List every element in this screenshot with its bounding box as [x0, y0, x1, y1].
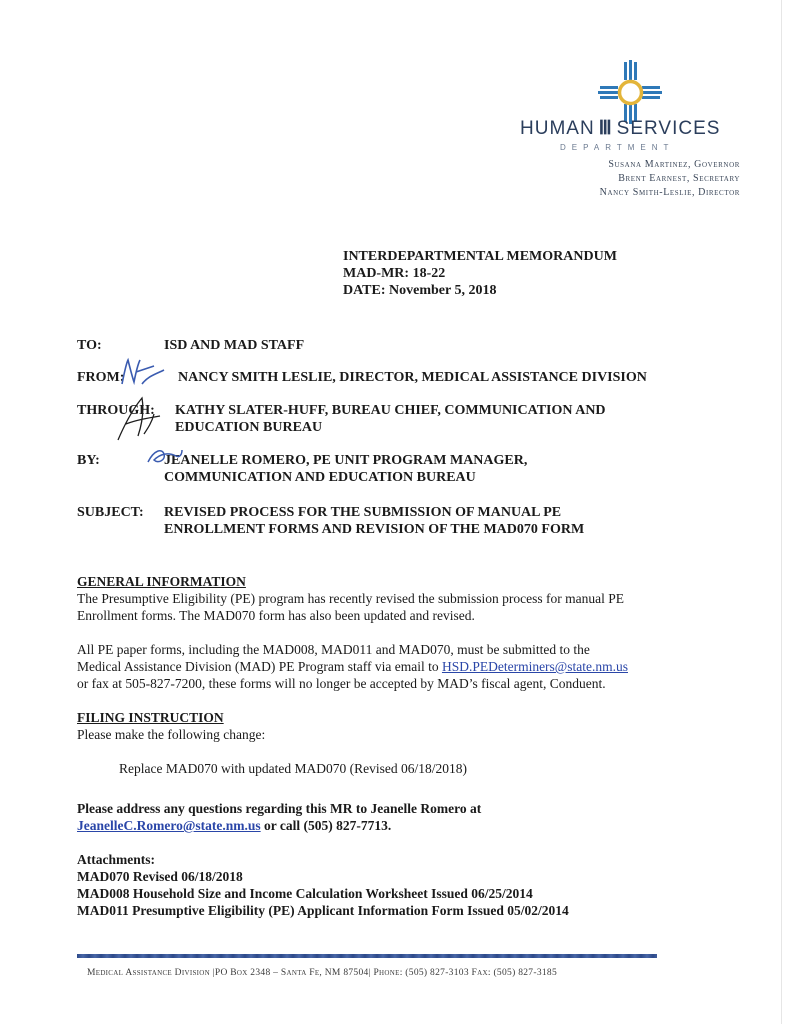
dept-subtitle: DEPARTMENT	[560, 143, 675, 152]
from-initials-signature-icon	[118, 356, 166, 390]
officials-list	[600, 158, 740, 200]
by-value-line1: JEANELLE ROMERO, PE UNIT PROGRAM MANAGER,	[164, 453, 528, 468]
official-governor: Susana Martinez, Governor	[608, 159, 740, 170]
footer-divider	[77, 954, 657, 958]
memo-number: MAD-MR: 18-22	[343, 266, 446, 281]
memo-date: DATE: November 5, 2018	[343, 283, 497, 298]
attachment-item: MAD070 Revised 06/18/2018	[77, 869, 243, 884]
attachments-section	[77, 851, 727, 919]
contact-line2	[77, 817, 727, 834]
by-label: BY:	[77, 453, 100, 468]
through-value-line1: KATHY SLATER-HUFF, BUREAU CHIEF, COMMUNICATION AND	[175, 403, 606, 418]
through-label: THROUGH:	[77, 403, 155, 418]
general-information-section	[77, 573, 727, 692]
official-director: Nancy Smith-Leslie, Director	[599, 187, 740, 198]
to-value: ISD AND MAD STAFF	[164, 338, 305, 353]
filing-instruction-section	[77, 709, 727, 777]
filing-instruction-line2: Replace MAD070 with updated MAD070 (Revised 06/18/2018)	[119, 761, 467, 776]
subject-label: SUBJECT:	[77, 505, 144, 520]
general-information-heading: GENERAL INFORMATION	[77, 574, 246, 589]
general-para2-line2	[77, 658, 727, 675]
contact-phone-text: or call (505) 827-7713.	[260, 818, 392, 833]
general-para2-line3: or fax at 505-827-7200, these forms will no longer be accepted by MAD’s fiscal agent, Conduent.	[77, 676, 606, 691]
contact-section	[77, 800, 727, 834]
through-value-line2: EDUCATION BUREAU	[175, 420, 323, 435]
memo-title: INTERDEPARTMENTAL MEMORANDUM	[343, 249, 617, 264]
from-value: NANCY SMITH LESLIE, DIRECTOR, MEDICAL ASSISTANCE DIVISION	[178, 370, 647, 385]
subject-value-line1: REVISED PROCESS FOR THE SUBMISSION OF MANUAL PE	[164, 505, 562, 520]
by-value-line2: COMMUNICATION AND EDUCATION BUREAU	[164, 470, 476, 485]
subject-value-line2: ENROLLMENT FORMS AND REVISION OF THE MAD070 FORM	[164, 522, 585, 537]
memo-header	[343, 248, 617, 299]
dept-divider-icon: Ⅲ	[598, 118, 613, 139]
romero-email-link[interactable]: JeanelleC.Romero@state.nm.us	[77, 818, 261, 833]
department-name	[520, 117, 760, 152]
attachment-item: MAD008 Household Size and Income Calculation Worksheet Issued 06/25/2014	[77, 886, 533, 901]
pe-determiners-email-link[interactable]: HSD.PEDeterminers@state.nm.us	[441, 659, 628, 674]
attachment-item: MAD011 Presumptive Eligibility (PE) Applicant Information Form Issued 05/02/2014	[77, 903, 569, 918]
through-initials-signature-icon	[108, 390, 168, 444]
by-initials-signature-icon	[146, 446, 184, 468]
footer-contact: Medical Assistance Division |PO Box 2348 – Santa Fe, NM 87504| Phone: (505) 827-3103 Fax: (505) 827-3185	[87, 968, 558, 978]
general-para1-line1: The Presumptive Eligibility (PE) program has recently revised the submission process for manual PE	[77, 591, 625, 606]
dept-name-right: SERVICES	[616, 117, 721, 139]
contact-line1: Please address any questions regarding this MR to Jeanelle Romero at	[77, 801, 482, 816]
zia-sun-logo-icon	[598, 60, 662, 124]
filing-instruction-heading: FILING INSTRUCTION	[77, 710, 224, 725]
dept-name-left: HUMAN	[520, 117, 595, 139]
official-secretary: Brent Earnest, Secretary	[618, 173, 740, 184]
general-para2-line1: All PE paper forms, including the MAD008, MAD011 and MAD070, must be submitted to the	[77, 642, 590, 657]
to-label: TO:	[77, 338, 102, 353]
page-edge	[781, 0, 782, 1024]
from-label: FROM:	[77, 370, 125, 385]
attachments-heading: Attachments:	[77, 852, 155, 867]
general-para1-line2: Enrollment forms. The MAD070 form has also been updated and revised.	[77, 608, 475, 623]
general-para2-line2-text: Medical Assistance Division (MAD) PE Program staff via email to	[77, 659, 442, 674]
filing-instruction-line1: Please make the following change:	[77, 727, 266, 742]
